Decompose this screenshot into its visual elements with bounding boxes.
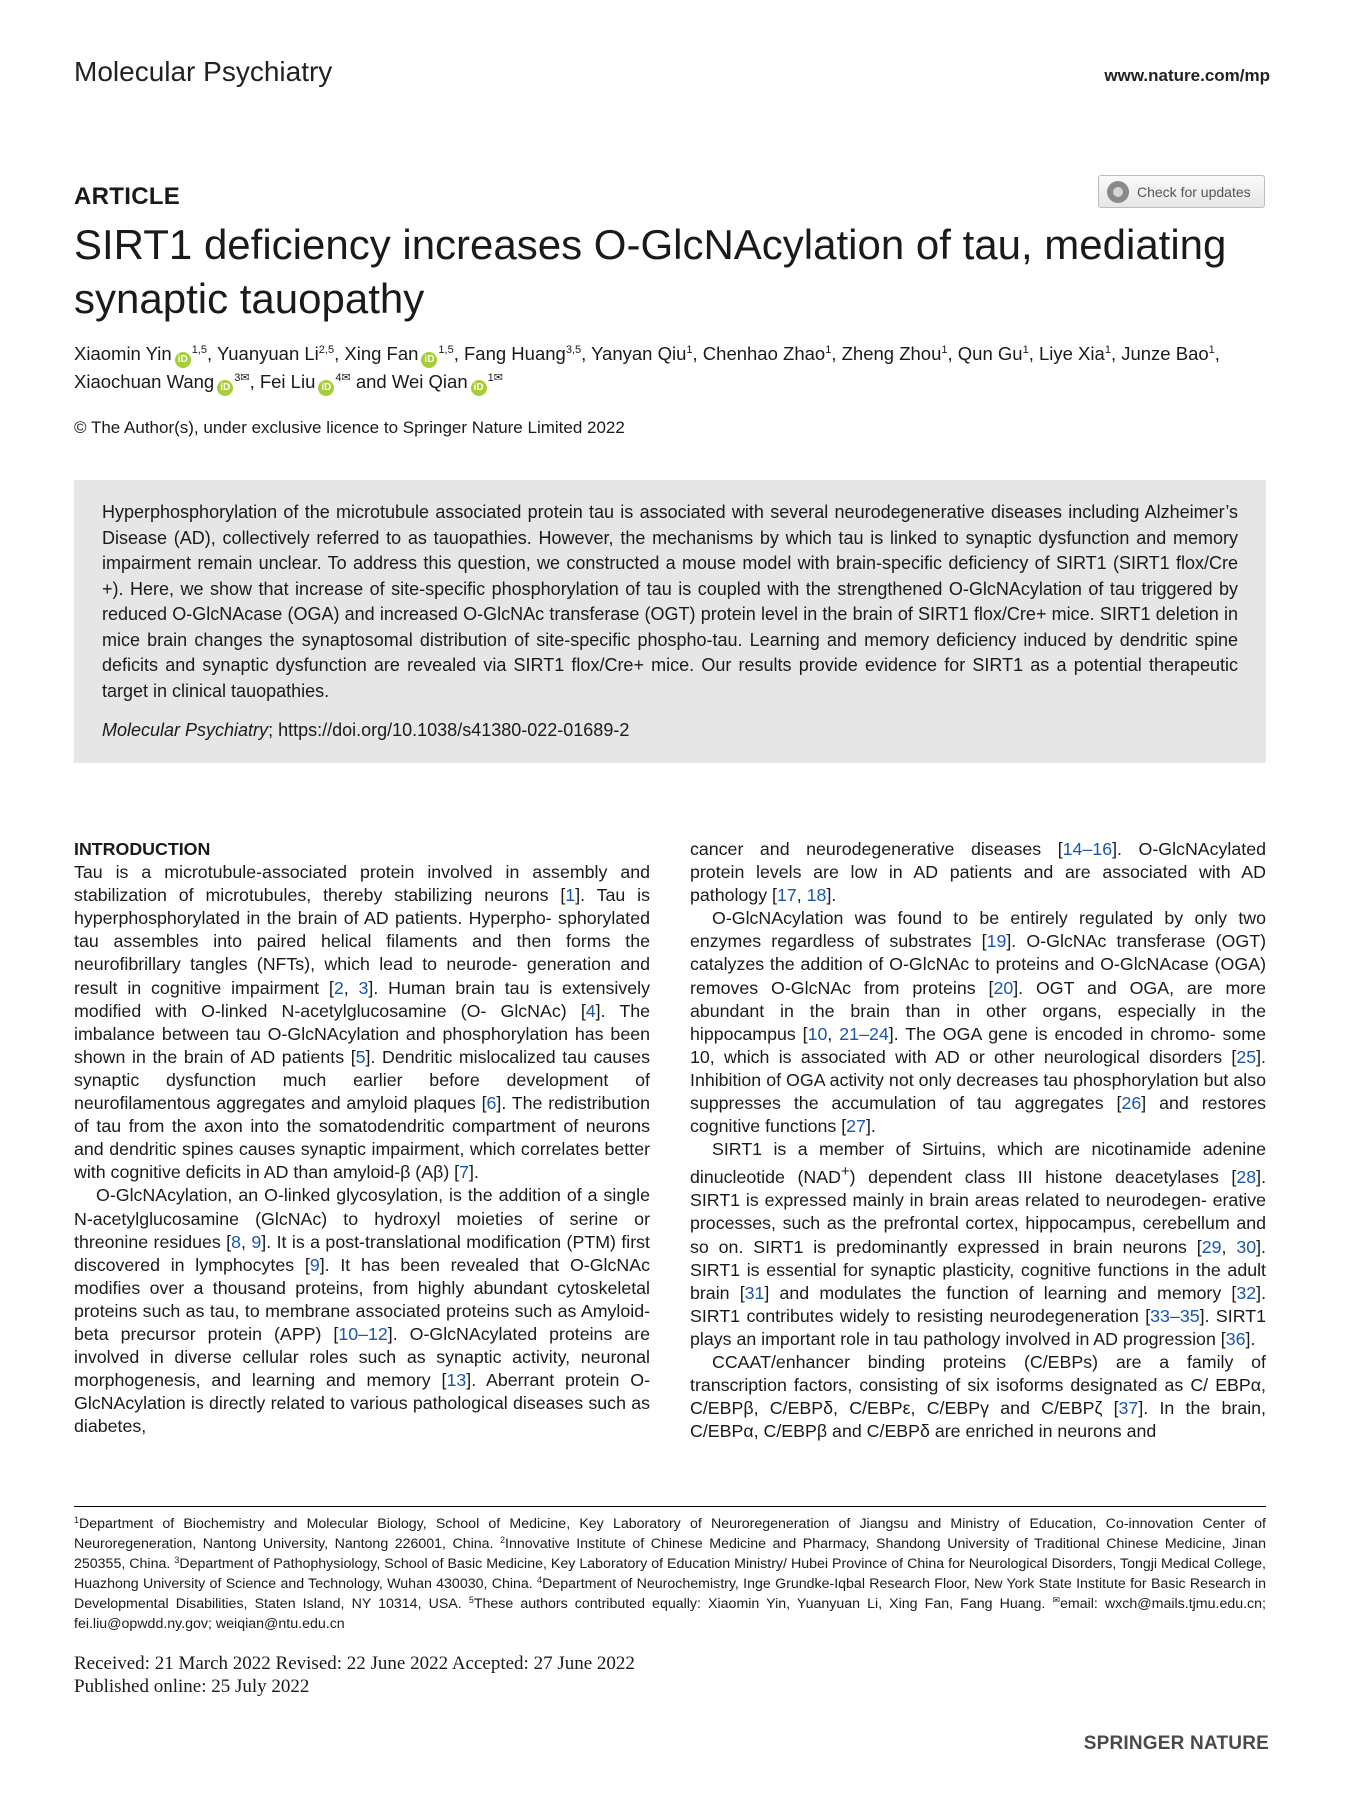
author-affiliation-sup: 3,5 xyxy=(565,344,582,356)
author-name[interactable]: Wei Qian xyxy=(391,371,468,392)
author-affiliation-sup: 3✉ xyxy=(234,372,250,384)
reference-link[interactable]: 14–16 xyxy=(1062,839,1113,859)
reference-link[interactable]: 3 xyxy=(358,977,369,998)
author-affiliation-sup: 2,5 xyxy=(318,344,335,356)
article-type: ARTICLE xyxy=(74,183,181,210)
reference-link[interactable]: 9 xyxy=(251,1231,262,1252)
abstract-citation xyxy=(102,718,1238,744)
author-affiliation-sup: 4✉ xyxy=(335,372,351,384)
affiliation-number: 1 xyxy=(74,1515,80,1525)
author-name[interactable]: Liye Xia xyxy=(1038,343,1105,364)
superscript: + xyxy=(840,1164,850,1181)
affiliation-number: 3 xyxy=(174,1555,180,1565)
reference-link[interactable]: 21–24 xyxy=(839,1023,889,1044)
author-name[interactable]: Fei Liu xyxy=(259,371,316,392)
author-affiliation-sup: 1,5 xyxy=(438,344,454,356)
reference-link[interactable]: 8 xyxy=(231,1231,242,1252)
body-paragraph: O-GlcNAcylation was found to be entirely regulated by only two enzymes regardless of substrates [19]. O-GlcNAc transferase (OGT) catalyzes the addition of O-GlcNAc to proteins and O-GlcNAcase (OGA) removes O-GlcNAc from proteins [20]. OGT and OGA, are more abundant in the brain than in other organs, especially in the hippocampus [10, 21–24]. The OGA gene is encoded in chromo- some 10, which is associated with AD or other neurological disorders [25]. Inhibition of OGA activity not only decreases tau phosphorylation but also suppresses the accumulation of tau aggregates [26] and restores cognitive functions [27]. xyxy=(690,908,1267,1137)
reference-link[interactable]: 4 xyxy=(585,1000,596,1021)
orcid-icon[interactable]: iD xyxy=(318,380,334,396)
article-title: SIRT1 deficiency increases O-GlcNAcylation of tau, mediating synaptic tauopathy xyxy=(74,221,1227,322)
author-name[interactable]: Junze Bao xyxy=(1121,343,1209,364)
orcid-icon[interactable]: iD xyxy=(421,352,437,368)
journal-name: Molecular Psychiatry xyxy=(74,56,333,87)
body-paragraph: SIRT1 is a member of Sirtuins, which are nicotinamide adenine dinucleotide (NAD+) dependent class III histone deacetylases [28]. SIRT1 is expressed mainly in brain areas related to neurodegen- erative processes, such as the prefrontal cortex, hippocampus, cerebellum and so on. SIRT1 is predominantly expressed in brain neurons [29, 30]. SIRT1 is essential for synaptic plasticity, cognitive functions in the adult brain [31] and modulates the function of learning and memory [32]. SIRT1 contributes widely to resisting neurodegeneration [33–35]. SIRT1 plays an important role in tau pathology involved in AD progression [36]. xyxy=(690,1139,1267,1349)
left-column-body xyxy=(74,861,650,1438)
dates-published: Published online: 25 July 2022 xyxy=(74,1676,310,1697)
copyright-line: © The Author(s), under exclusive licence to Springer Nature Limited 2022 xyxy=(74,418,625,437)
author-name[interactable]: Xiaomin Yin xyxy=(74,343,172,364)
body-paragraph: Tau is a microtubule-associated protein involved in assembly and stabilization of microtubules, thereby stabilizing neurons [1]. Tau is hyperphosphorylated in the brain of AD patients. Hyperpho- sphorylated tau assembles into paired helical filaments and then forms the neurofibrillary tangles (NFTs), which lead to neurode- generation and result in cognitive impairment [2, 3]. Human brain tau is extensively modified with O-linked N-acetylglucosamine (O- GlcNAc) [4]. The imbalance between tau O-GlcNAcylation and phosphorylation has been shown in the brain of AD patients [5]. Dendritic mislocalized tau causes synaptic dysfunction much earlier before development of neurofilamentous aggregates and amyloid plaques [6]. The redistribution of tau from the axon into the somatodendritic compartment of neurons and dendritic spines causes synaptic impairment, which correlates better with cognitive deficits in AD than amyloid-β (Aβ) [7]. xyxy=(74,862,651,1183)
check-updates-button[interactable] xyxy=(1098,175,1265,208)
orcid-icon[interactable]: iD xyxy=(175,352,191,368)
author-affiliation-sup: 1 xyxy=(1104,344,1111,356)
reference-link[interactable]: 17 xyxy=(777,885,797,906)
abstract-text: Hyperphosphorylation of the microtubule associated protein tau is associated with several neurodegenerative diseases including Alzheimer’s Disease (AD), collectively referred to as tauopathies. However, the mechanisms by which tau is linked to synaptic dysfunction and memory impairment remain unclear. To address this question, we constructed a mouse model with brain-specific deficiency of SIRT1 (SIRT1 flox/Cre +). Here, we show that increase of site-specific phosphorylation of tau is coupled with the strengthened O-GlcNAcylation of tau triggered by reduced O-GlcNAcase (OGA) and increased O-GlcNAc transferase (OGT) protein level in the brain of SIRT1 flox/Cre+ mice. SIRT1 deletion in mice brain changes the synaptosomal distribution of site-specific phospho-tau. Learning and memory deficiency induced by dendritic spine deficits and synaptic dysfunction are revealed via SIRT1 flox/Cre+ mice. Our results provide evidence for SIRT1 as a potential therapeutic target in clinical tauopathies. xyxy=(102,502,1238,701)
reference-link[interactable]: 2 xyxy=(333,977,344,998)
affiliations: $^1$Department of Biochemistry and Molecular Biology, School of Medicine, Key Laboratory of Neuroregeneration of Jiangsu and Ministry of Education, Co-innovation Center of Neuroregeneration, Nantong University, Nantong 226001, China. $^2$Innovative Institute of Chinese Medicine and Pharmacy, Shandong University of Traditional Chinese Medicine, Jinan 250355, China. $^3$Department of Pathophysiology, School of Basic Medicine, Key Laboratory of Education Ministry/ Hubei Province of China for Neurological Disorders, Tongji Medical College, Huazhong University of Science and Technology, Wuhan 430030, China. $^4$Department of Neurochemistry, Inge Grundke-Iqbal Research Floor, New York State Institute for Basic Research in Developmental Disabilities, Staten Island, NY 10314, USA. $^5$These authors contributed equally: Xiaomin Yin, Yuanyuan Li, Xing Fan, Fang Huang. ✉email: wxch@mails.tjmu.edu.cn; fei.liu@opwdd.ny.gov; weiqian@ntu.edu.cn xyxy=(74,1515,1266,1632)
author-affiliation-sup: 1,5 xyxy=(191,344,207,356)
author-name[interactable]: Xing Fan xyxy=(344,343,419,364)
author-name[interactable]: Yanyan Qiu xyxy=(591,343,687,364)
reference-link[interactable]: 32 xyxy=(1236,1282,1257,1303)
body-paragraph: O-GlcNAcylation, an O-linked glycosylation, is the addition of a single N-acetylglucosamine (GlcNAc) to hydroxyl moieties of serine or threonine residues [8, 9]. It is a post-translational modification (PTM) first discovered in lymphocytes [9]. It has been revealed that O-GlcNAc modifies over a thousand proteins, from highly abundant cytoskeletal proteins such as tau, to membrane associated proteins such as Amyloid-beta precursor protein (APP) [10–12]. O-GlcNAcylated proteins are involved in diverse cellular roles such as synaptic activity, neuronal morphogenesis, and learning and memory [13]. Aberrant protein O-GlcNAcylation is directly related to various pathological diseases such as diabetes, xyxy=(74,1185,650,1437)
affiliation-number: 5 xyxy=(468,1595,474,1605)
author-name[interactable]: Chenhao Zhao xyxy=(702,343,826,364)
reference-link[interactable]: 36 xyxy=(1225,1328,1246,1349)
reference-link[interactable]: 13 xyxy=(446,1370,467,1391)
reference-link[interactable]: 18 xyxy=(806,885,827,906)
section-heading-introduction: INTRODUCTION xyxy=(74,839,211,859)
author-name[interactable]: Qun Gu xyxy=(957,343,1023,364)
affiliation-number: 2 xyxy=(500,1535,506,1545)
citation-doi[interactable]: ; https://doi.org/10.1038/s41380-022-01689-2 xyxy=(268,720,630,740)
reference-link[interactable]: 26 xyxy=(1121,1093,1142,1114)
reference-link[interactable]: 29 xyxy=(1201,1236,1222,1257)
crossmark-icon xyxy=(1107,181,1129,203)
article-dates xyxy=(74,1652,635,1698)
reference-link[interactable]: 1 xyxy=(565,885,576,906)
body-paragraph: CCAAT/enhancer binding proteins (C/EBPs) are a family of transcription factors, consisting of six isoforms designated as C/ EBPα, C/EBPβ, C/EBPδ, C/EBPε, C/EBPγ and C/EBPζ [37]. In the brain, C/EBPα, C/EBPβ and C/EBPδ are enriched in neurons and xyxy=(690,1351,1266,1442)
affiliation-number: 4 xyxy=(537,1575,543,1585)
right-column xyxy=(690,838,1266,1443)
dates-received-revised-accepted: Received: 21 March 2022 Revised: 22 June 2022 Accepted: 27 June 2022 xyxy=(74,1653,635,1674)
author-affiliation-sup: 1 xyxy=(941,344,948,356)
author-affiliation-sup: 1 xyxy=(1208,344,1215,356)
reference-link[interactable]: 27 xyxy=(846,1116,866,1137)
journal-url[interactable]: www.nature.com/mp xyxy=(1104,66,1270,85)
orcid-icon[interactable]: iD xyxy=(217,380,233,396)
orcid-icon[interactable]: iD xyxy=(471,380,487,396)
footnote-rule xyxy=(74,1506,1266,1507)
author-name[interactable]: Xiaochuan Wang xyxy=(74,371,215,392)
reference-link[interactable]: 28 xyxy=(1236,1167,1257,1188)
author-affiliation-sup: 1✉ xyxy=(487,372,503,384)
reference-link[interactable]: 9 xyxy=(309,1254,320,1275)
body-paragraph: cancer and neurodegenerative diseases [14–16]. O-GlcNAcylated protein levels are low in AD patients and are associated with AD pathology [17, 18]. xyxy=(690,839,1266,906)
reference-link[interactable]: 31 xyxy=(744,1282,765,1303)
reference-link[interactable]: 7 xyxy=(459,1162,470,1183)
reference-link[interactable]: 10 xyxy=(807,1023,828,1044)
reference-link[interactable]: 37 xyxy=(1118,1398,1139,1419)
author-affiliation-sup: 1 xyxy=(686,344,693,356)
author-name[interactable]: Zheng Zhou xyxy=(841,343,942,364)
author-name[interactable]: Yuanyuan Li xyxy=(216,343,319,364)
reference-link[interactable]: 5 xyxy=(355,1046,366,1067)
affiliation-number: ✉ xyxy=(1052,1595,1060,1605)
reference-link[interactable]: 25 xyxy=(1236,1046,1257,1067)
reference-link[interactable]: 20 xyxy=(993,977,1014,998)
abstract-box xyxy=(74,480,1266,763)
reference-link[interactable]: 33–35 xyxy=(1150,1305,1200,1326)
reference-link[interactable]: 30 xyxy=(1236,1236,1257,1257)
citation-journal: Molecular Psychiatry xyxy=(102,720,269,740)
author-affiliation-sup: 1 xyxy=(825,344,832,356)
reference-link[interactable]: 19 xyxy=(986,931,1007,952)
reference-link[interactable]: 6 xyxy=(486,1093,497,1114)
left-column xyxy=(74,838,650,1438)
author-list: Xiaomin Yin iD$^{1,5}$, Yuanyuan Li$^{2,5}$, Xing Fan iD$^{1,5}$, Fang Huang$^{3,5}$, Yanyan Qiu$^1$, Chenhao Zhao$^1$, Zheng Zhou$^1$, Qun Gu$^1$, Liye Xia$^1$, Junze Bao$^1$, Xiaochuan Wang $iD^{3✉}$, Fei Liu $iD^{4✉}$ and Wei Qian $iD^{1✉}$ xyxy=(74,340,1274,396)
check-updates-label: Check for updates xyxy=(1137,183,1251,200)
publisher-logo: SPRINGER NATURE xyxy=(1083,1733,1269,1754)
reference-link[interactable]: 10–12 xyxy=(338,1323,388,1344)
author-affiliation-sup: 1 xyxy=(1022,344,1029,356)
author-name[interactable]: Fang Huang xyxy=(464,343,566,364)
